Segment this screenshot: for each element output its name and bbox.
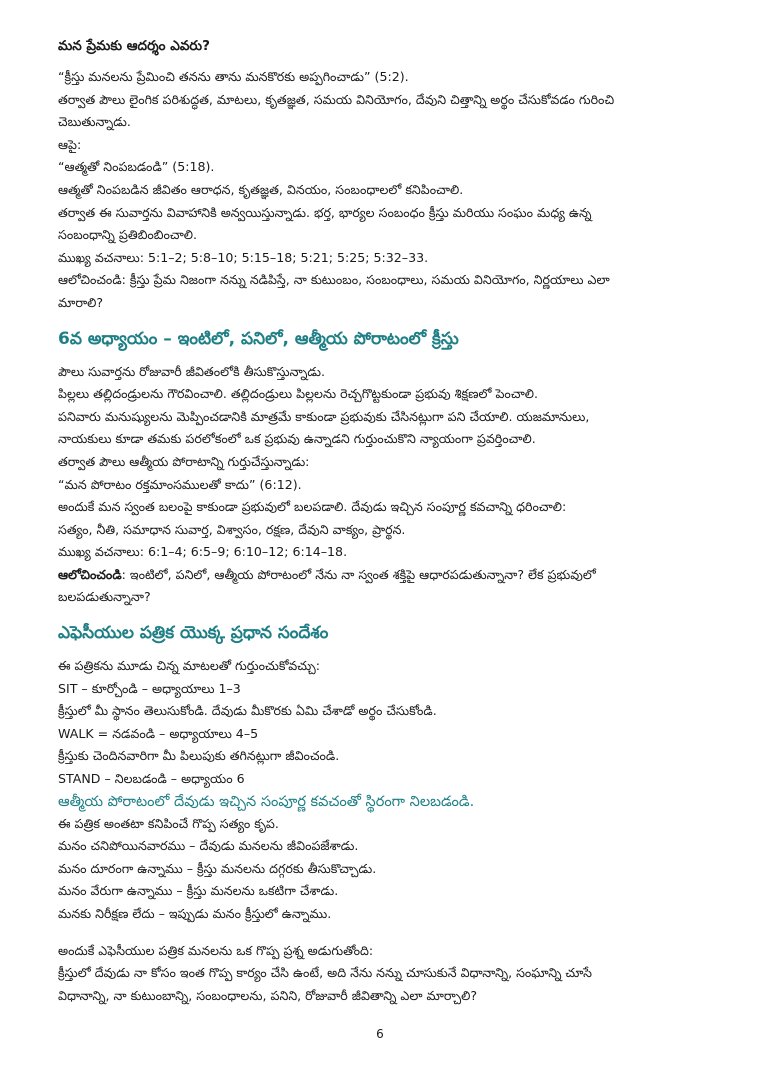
- chapter5-section: [58, 66, 718, 315]
- text-line: ఈ పత్రికను మూడు చిన్న మాటలతో గుర్తుంచుకోవచ్చు:: [58, 658, 320, 674]
- text-line: సంబంధాన్ని ప్రతిబింబించాలి.: [58, 227, 198, 243]
- text-line: ఆలోచించండి: క్రీస్తు ప్రేమ నిజంగా నన్ను నడిపిస్తే, నా కుటుంబం, సంబంధాలు, సమయ వినియోగం, నిర్ణయాలు ఎలా: [58, 272, 610, 288]
- reflect-label: ఆలోచించండి: [58, 566, 122, 582]
- text-line: మనకు నిరీక్షణ లేదు – ఇప్పుడు మనం క్రీస్తులో ఉన్నాము.: [58, 906, 332, 921]
- text-line: బలపడుతున్నానా?: [58, 589, 151, 605]
- text-line: క్రీస్తులో మీ స్థానం తెలుసుకోండి. దేవుడు మీకొరకు ఏమి చేశాడో అర్థం చేసుకోండి.: [58, 703, 437, 719]
- text-line: మనం వేరుగా ఉన్నాము – క్రీస్తు మనలను ఒకటిగా చేశాడు.: [58, 883, 339, 899]
- text-line: పనివారు మనుష్యులను మెప్పించడానికి మాత్రమే కాకుండా ప్రభువుకు చేసినట్లుగా పని చేయాలి. యజమానులు,: [58, 408, 590, 424]
- text-line: మారాలి?: [58, 294, 104, 310]
- main-message-section: [58, 655, 718, 1007]
- text-line: పిల్లలు తల్లిదండ్రులను గౌరవించాలి. తల్లిదండ్రులు పిల్లలను రెచ్చగొట్టకుండా ప్రభువు శిక్షణలో పెంచాలి.: [58, 386, 538, 402]
- text-line: అందుకే మన స్వంత బలంపై కాకుండా ప్రభువులో బలపడాలి. దేవుడు ఇచ్చిన సంపూర్ణ కవచాన్ని ధరించాలి:: [58, 499, 567, 515]
- text-line: STAND – నిలబడండి – అధ్యాయం 6: [58, 771, 245, 787]
- paragraph-gap: [58, 926, 718, 940]
- text-line: క్రీస్తులో దేవుడు నా కోసం ఇంత గొప్ప కార్యం చేసి ఉంటే, అది నేను నన్ను చూసుకునే విధానాన్ని, సంఘాన్ని చూసే: [58, 965, 592, 981]
- chapter6-heading: 6వ అధ్యాయం – ఇంటిలో, పనిలో, ఆత్మీయ పోరాటంలో క్రీస్తు: [58, 328, 459, 349]
- text-line: విధానాన్ని, నా కుటుంబాన్ని, సంబంధాలను, పనిని, రోజువారీ జీవితాన్ని ఎలా మార్చాలి?: [58, 987, 478, 1003]
- text-line: ముఖ్య వచనాలు: 5:1–2; 5:8–10; 5:15–18; 5:21; 5:25; 5:32–33.: [58, 249, 429, 265]
- main-message-heading: ఎఫెసీయుల పత్రిక యొక్క ప్రధాన సందేశం: [58, 623, 329, 644]
- text-line: చెబుతున్నాడు.: [58, 114, 131, 130]
- text-line: అందుకే ఎఫెసీయుల పత్రిక మనలను ఒక గొప్ప ప్రశ్న అడుగుతోంది:: [58, 942, 374, 958]
- text-line: ఈ పత్రిక అంతటా కనిపించే గొప్ప సత్యం కృప.: [58, 815, 279, 831]
- text-line: తర్వాత పౌలు ఆత్మీయ పోరాటాన్ని గుర్తుచేస్తున్నాడు:: [58, 453, 310, 469]
- text-line: మనం దూరంగా ఉన్నాము – క్రీస్తు మనలను దగ్గరకు తీసుకొచ్చాడు.: [58, 860, 377, 876]
- text-line: ఆత్మతో నింపబడిన జీవితం ఆరాధన, కృతజ్ఞత, వినయం, సంబంధాలలో కనిపించాలి.: [58, 181, 464, 197]
- text-line: WALK = నడవండి – అధ్యాయాలు 4–5: [58, 725, 259, 741]
- stand-firm-highlight: ఆత్మీయ పోరాటంలో దేవుడు ఇచ్చిన సంపూర్ణ కవచంతో స్థిరంగా నిలబడండి.: [58, 793, 475, 810]
- text-line: క్రీస్తుకు చెందినవారిగా మీ పిలుపుకు తగినట్లుగా జీవించండి.: [58, 748, 340, 764]
- text-line: సత్యం, నీతి, సమాధాన సువార్త, విశ్వాసం, రక్షణ, దేవుని వాక్యం, ప్రార్థన.: [58, 521, 406, 537]
- text-line: “ఆత్మతో నింపబడండి” (5:18).: [58, 159, 215, 175]
- text-line: “క్రీస్తు మనలను ప్రేమించి తనను తాను మనకొరకు అప్పగించాడు” (5:2).: [58, 69, 409, 84]
- reflect-text: : ఇంటిలో, పనిలో, ఆత్మీయ పోరాటంలో నేను నా స్వంత శక్తిపై ఆధారపడుతున్నానా? లేక ప్రభువులో: [121, 566, 596, 582]
- love-example-heading: మన ప్రేమకు ఆదర్శం ఎవరు?: [58, 38, 210, 54]
- text-line: ముఖ్య వచనాలు: 6:1–4; 6:5–9; 6:10–12; 6:14–18.: [58, 544, 348, 560]
- reflect-line: [58, 564, 718, 587]
- text-line: ఆపై:: [58, 136, 82, 152]
- text-line: SIT – కూర్చోండి – అధ్యాయాలు 1–3: [58, 680, 241, 696]
- text-line: “మన పోరాటం రక్తమాంసములతో కాదు” (6:12).: [58, 476, 302, 492]
- chapter6-section: [58, 361, 718, 610]
- page-number: 6: [376, 1027, 384, 1041]
- text-line: నాయకులు కూడా తమకు పరలోకంలో ఒక ప్రభువు ఉన్నాడని గుర్తుంచుకొని న్యాయంగా ప్రవర్తించాలి.: [58, 431, 536, 447]
- text-line: తర్వాత పౌలు లైంగిక పరిశుద్ధత, మాటలు, కృతజ్ఞత, సమయ వినియోగం, దేవుని చిత్తాన్ని అర్థం చేసుకోవడం గురించి: [58, 91, 615, 107]
- text-line: మనం చనిపోయినవారము – దేవుడు మనలను జీవింపజేశాడు.: [58, 838, 359, 854]
- text-line: తర్వాత ఈ సువార్తను వివాహానికి అన్వయిస్తున్నాడు. భర్త, భార్యల సంబంధం క్రీస్తు మరియు సంఘం మధ్య ఉన్న: [58, 204, 592, 220]
- text-line: పౌలు సువార్తను రోజువారీ జీవితంలోకి తీసుకొస్తున్నాడు.: [58, 363, 326, 379]
- page-content: [58, 34, 718, 1007]
